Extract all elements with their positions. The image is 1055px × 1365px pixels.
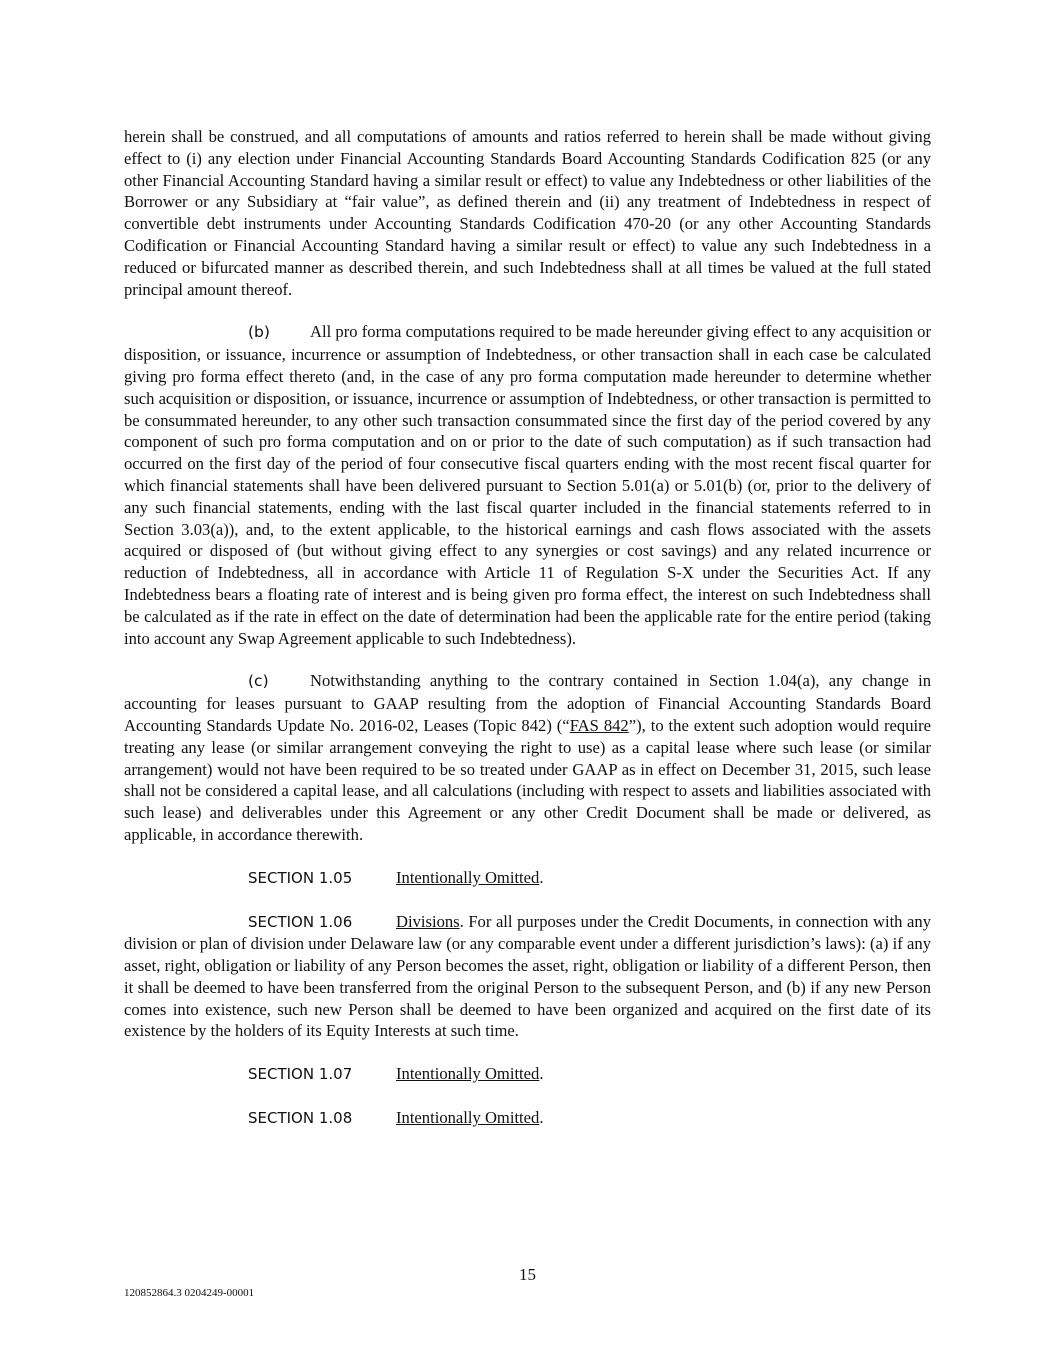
page-number: 15 bbox=[519, 1265, 536, 1284]
paragraph-b bbox=[124, 321, 931, 649]
paragraph-b-label: (b) bbox=[248, 323, 270, 342]
section-1-06-label: SECTION 1.06 bbox=[248, 912, 353, 931]
section-1-06-title: Divisions bbox=[396, 911, 460, 931]
paragraph-c-text-before: Notwithstanding anything to the contrary contained in Section 1.04(a), any change in accounting for leases pursuant to GAAP resulting from the adoption of Financial Accounting Standards Board Accounting Standards Update No. 2016-02, Leases (Topic 842) (“ bbox=[124, 671, 931, 735]
paragraph-c-label: (c) bbox=[248, 672, 269, 691]
fas-842-defined-term: FAS 842 bbox=[569, 715, 629, 735]
document-id-footer: 120852864.3 0204249-00001 bbox=[124, 1287, 255, 1299]
section-1-05-punct: . bbox=[539, 867, 544, 887]
section-1-05-title: Intentionally Omitted bbox=[396, 867, 540, 887]
section-1-08-label: SECTION 1.08 bbox=[248, 1109, 353, 1128]
section-1-06 bbox=[124, 911, 931, 1043]
paragraph-b-text: All pro forma computations required to be made hereunder giving effect to any acquisition or disposition, or issuance, incurrence or assumption of Indebtedness, or other transaction shall in each case be calculated giving pro forma effect thereto (and, in the case of any pro forma computation made hereunder to determine whether such acquisition or disposition, or issuance, incurrence or assumption of Indebtedness, or other transaction is permitted to be consummated hereunder, to any other such transaction consummated since the first day of the period covered by any component of such pro forma computation and on or prior to the date of such computation) as if such transaction had occurred on the first day of the period of four consecutive fiscal quarters ending with the most recent fiscal quarter for which financial statements shall have been delivered pursuant to Section 5.01(a) or 5.01(b) (or, prior to the delivery of any such financial statements, ending with the last fiscal quarter included in the financial statements referred to in Section 3.03(a)), and, to the extent applicable, to the historical earnings and cash flows associated with the assets acquired or disposed of (but without giving effect to any synergies or cost savings) and any related incurrence or reduction of Indebtedness, all in accordance with Article 11 of Regulation S-X under the Securities Act. If any Indebtedness bears a floating rate of interest and is being given pro forma effect, the interest on such Indebtedness shall be calculated as if the rate in effect on the date of determination had been the applicable rate for the entire period (taking into account any Swap Agreement applicable to such Indebtedness). bbox=[124, 322, 931, 648]
section-1-08-title: Intentionally Omitted bbox=[396, 1108, 540, 1128]
section-1-05-label: SECTION 1.05 bbox=[248, 868, 353, 887]
paragraph-c bbox=[124, 670, 931, 845]
section-1-06-text: . For all purposes under the Credit Documents, in connection with any division or plan of division under Delaware law (or any comparable event under a different jurisdiction’s laws): (a) if any asset, right, obligation or liability of any Person becomes the asset, right, obligation or liability of a different Person, then it shall be deemed to have been transferred from the original Person to the subsequent Person, and (b) if any new Person comes into existence, such new Person shall be deemed to have been organized and acquired on the first date of its existence by the holders of its Equity Interests at such time. bbox=[124, 911, 931, 1041]
document-body bbox=[124, 126, 931, 1151]
paragraph-a-continuation: herein shall be construed, and all computations of amounts and ratios referred to herein shall be made without giving effect to (i) any election under Financial Accounting Standards Board Accounting Standards Codification 825 (or any other Financial Accounting Standard having a similar result or effect) to value any Indebtedness or other liabilities of the Borrower or any Subsidiary at “fair value”, as defined therein and (ii) any treatment of Indebtedness in respect of convertible debt instruments under Accounting Standards Codification 470-20 (or any other Accounting Standards Codification or Financial Accounting Standard having a similar result or effect) to value any such Indebtedness in a reduced or bifurcated manner as described therein, and such Indebtedness shall at all times be valued at the full stated principal amount thereof. bbox=[124, 127, 931, 299]
section-1-08 bbox=[124, 1107, 931, 1130]
section-1-07 bbox=[124, 1063, 931, 1086]
paragraph-c-text-after: ”), to the extent such adoption would require treating any lease (or similar arrangement conveying the right to use) as a capital lease where such lease (or similar arrangement) would not have been required to be so treated under GAAP as in effect on December 31, 2015, such lease shall not be considered a capital lease, and all calculations (including with respect to assets and liabilities associated with such lease) and deliverables under this Agreement or any other Credit Document shall be made or delivered, as applicable, in accordance therewith. bbox=[124, 715, 932, 844]
section-1-07-title: Intentionally Omitted bbox=[396, 1064, 540, 1084]
section-1-08-punct: . bbox=[539, 1108, 544, 1128]
section-1-07-punct: . bbox=[539, 1064, 544, 1084]
section-1-07-label: SECTION 1.07 bbox=[248, 1065, 353, 1084]
section-1-05 bbox=[124, 867, 931, 890]
